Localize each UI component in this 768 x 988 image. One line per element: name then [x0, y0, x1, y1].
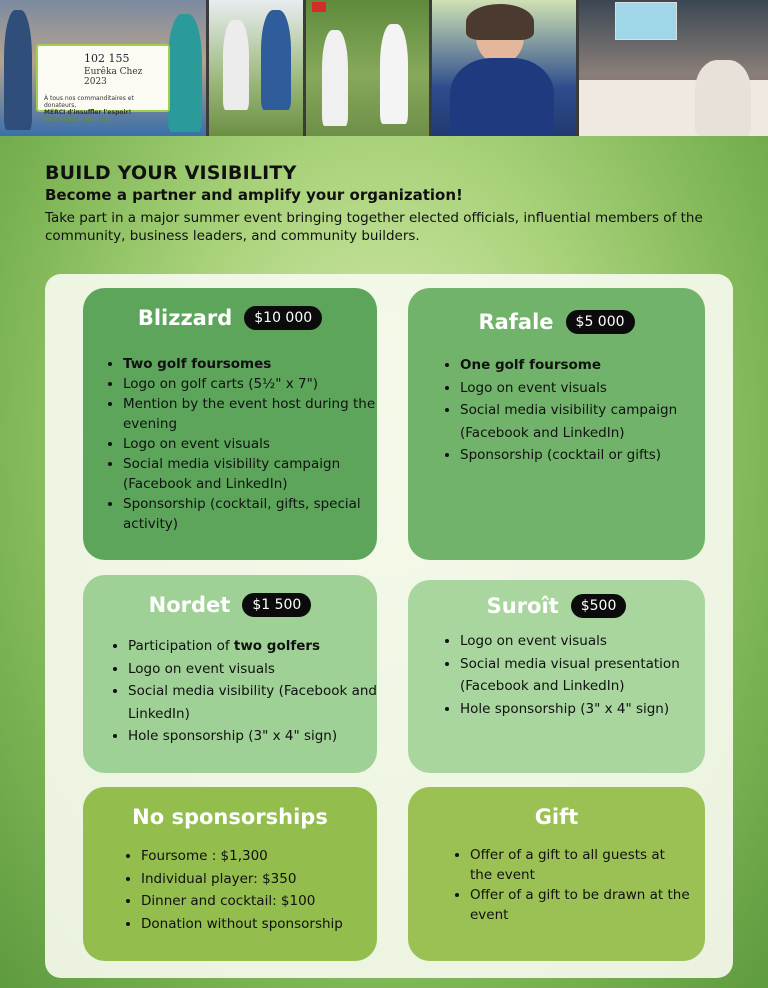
price-badge: $500: [571, 594, 627, 618]
benefits-list: [110, 635, 378, 748]
card-suroit: [408, 580, 705, 773]
photo-speaker: [432, 0, 576, 136]
price-badge: $1 500: [242, 593, 311, 617]
page-title: BUILD YOUR VISIBILITY: [45, 162, 297, 184]
photo-dinner-room: [579, 0, 768, 136]
card-header: [83, 593, 377, 617]
card-gift: [408, 787, 705, 961]
list-item: • Logo on event visuals: [460, 377, 696, 400]
list-item: • Offer of a gift to be drawn at the event: [470, 885, 690, 925]
list-item: • Mention by the event host during the evening: [123, 394, 379, 434]
list-item: • Hole sponsorship (3" x 4" sign): [460, 698, 700, 721]
list-item: • Sponsorship (cocktail, gifts, special activity): [123, 494, 379, 534]
list-item: • Social media visual presentation (Facebook and LinkedIn): [460, 653, 700, 698]
tier-name: Blizzard: [137, 306, 233, 330]
card-rafale: [408, 288, 705, 560]
card-header: [408, 805, 705, 829]
tier-name: Nordet: [148, 593, 231, 617]
tier-name: Rafale: [478, 310, 554, 334]
list-item: • Dinner and cocktail: $100: [141, 890, 381, 913]
list-item: • Logo on event visuals: [123, 434, 379, 454]
list-item: • Sponsorship (cocktail or gifts): [460, 444, 696, 467]
list-item: • Social media visibility campaign (Facebook and LinkedIn): [123, 454, 379, 494]
tier-name: No sponsorships: [132, 805, 328, 829]
card-header: [408, 594, 705, 618]
tier-name: Suroît: [486, 594, 559, 618]
price-badge: $5 000: [566, 310, 635, 334]
page-subtitle: Become a partner and amplify your organization!: [45, 186, 463, 204]
tier-name: Gift: [534, 805, 579, 829]
intro-text: Take part in a major summer event bringing together elected officials, influential members of the community, business leaders, and community builders.: [45, 210, 703, 244]
price-badge: $10 000: [244, 306, 322, 330]
list-item: • Offer of a gift to all guests at the event: [470, 845, 690, 885]
list-item: • Logo on event visuals: [460, 630, 700, 653]
cheque-amount: 102 155: [84, 52, 130, 65]
list-item: • Hole sponsorship (3" x 4" sign): [128, 725, 378, 748]
list-item: • Logo on golf carts (5½" x 7"): [123, 374, 379, 394]
card-blizzard: [83, 288, 377, 560]
benefits-list: [442, 354, 696, 467]
list-item: • Individual player: $350: [141, 868, 381, 891]
cheque-message: À tous nos commanditaires et donateurs,: [44, 95, 134, 109]
benefits-list: [442, 630, 700, 720]
cheque-payee: Eurêka Chez 2023: [84, 67, 143, 87]
list-item-emphasis: two golfers: [233, 638, 321, 654]
photo-strip: [0, 0, 768, 136]
card-no-sponsorships: [83, 787, 377, 961]
list-item: • Social media visibility (Facebook and LinkedIn): [128, 680, 378, 725]
sponsorship-panel: [45, 274, 733, 978]
cheque-thanks: MERCI d'insuffler l'espoir!: [44, 109, 132, 116]
benefits-list: [123, 845, 381, 935]
list-item: • Foursome : $1,300: [141, 845, 381, 868]
list-item: • Social media visibility campaign (Facebook and LinkedIn): [460, 399, 696, 444]
card-nordet: [83, 575, 377, 773]
list-item: [128, 635, 378, 658]
photo-golfers-putting: [209, 0, 303, 136]
list-item-text: Participation of: [128, 638, 234, 654]
cheque-url: www.ventsdespoir.org: [44, 116, 111, 123]
photo-cheque-group: [0, 0, 206, 136]
list-item: • Donation without sponsorship: [141, 913, 381, 936]
list-item: • Two golf foursomes: [123, 354, 379, 374]
intro-section: [45, 161, 725, 245]
card-header: [83, 805, 377, 829]
list-item: • Logo on event visuals: [128, 658, 378, 681]
benefits-list: [105, 354, 379, 534]
benefits-list: [452, 845, 690, 925]
cheque: [36, 44, 170, 123]
photo-golfers-highfive: [306, 0, 429, 136]
card-header: [408, 310, 705, 334]
list-item: • One golf foursome: [460, 354, 696, 377]
card-header: [83, 306, 377, 330]
